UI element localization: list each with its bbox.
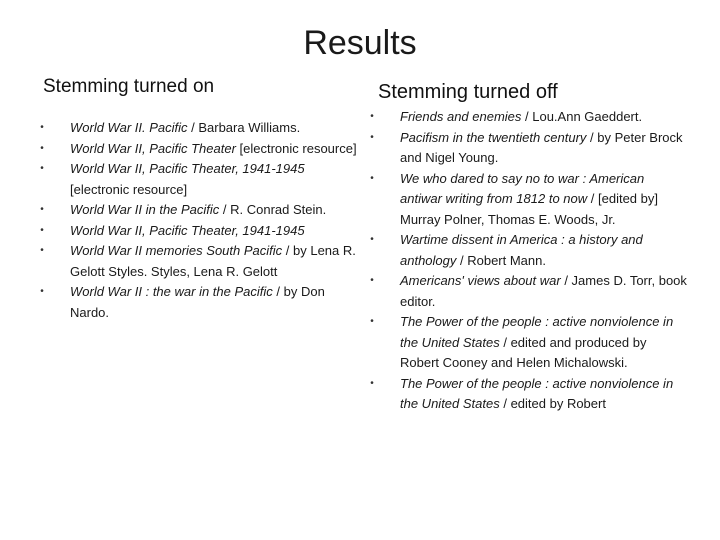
list-item <box>38 282 358 323</box>
bullet-icon: • <box>40 163 44 174</box>
result-author: [electronic resource] <box>235 140 357 156</box>
bullet-icon: • <box>370 172 374 184</box>
list-item <box>38 241 358 282</box>
result-title: World War II, Pacific Theater <box>70 140 236 156</box>
result-author: / edited by Robert <box>499 396 606 411</box>
result-author: / R. Conrad Stein. <box>219 202 327 217</box>
list-item <box>38 139 358 160</box>
bullet-icon: • <box>40 142 44 154</box>
result-title: World War II in the Pacific <box>70 202 220 217</box>
list-item <box>38 118 358 139</box>
page-title: Results <box>303 24 417 62</box>
list-item <box>368 374 688 415</box>
result-title: Americans' views about war <box>400 273 561 288</box>
result-author: / [edited by] Murray Polner, Thomas E. Woods, Jr. <box>400 191 658 227</box>
result-author: / by Peter Brock and Nigel Young. <box>400 129 683 165</box>
right-column-heading: Stemming turned off <box>378 81 558 103</box>
list-item <box>368 107 688 128</box>
result-title: World War II memories South Pacific <box>70 243 283 258</box>
result-author: / edited and produced by Robert Cooney and Helen Michalowski. <box>400 334 647 370</box>
list-item <box>368 312 688 374</box>
result-title: Friends and enemies <box>400 109 522 124</box>
result-title: The Power of the people : active nonviolence in the United States <box>400 375 674 411</box>
bullet-icon: • <box>370 111 374 122</box>
list-item <box>38 159 358 200</box>
result-author: / James D. Torr, book editor. <box>400 273 687 309</box>
result-title: Wartime dissent in America : a history and anthology <box>400 232 643 268</box>
result-title: World War II. Pacific <box>70 120 188 135</box>
bullet-icon: • <box>370 377 374 389</box>
result-title: World War II : the war in the Pacific <box>70 284 273 299</box>
result-title: Pacifism in the twentieth century <box>400 129 587 145</box>
bullet-icon: • <box>40 224 44 236</box>
result-title: World War II, Pacific Theater, 1941-1945 <box>70 222 305 238</box>
result-author: [electronic resource] <box>70 181 188 197</box>
bullet-icon: • <box>40 245 44 256</box>
bullet-icon: • <box>370 275 374 286</box>
result-author: / Barbara Williams. <box>187 120 301 135</box>
result-author: / Robert Mann. <box>456 252 546 268</box>
list-item <box>38 200 358 221</box>
list-item <box>368 169 688 231</box>
stemming-off-results-list <box>368 107 688 415</box>
bullet-icon: • <box>370 234 374 245</box>
list-item <box>368 128 688 169</box>
result-title: We who dared to say no to war : American antiwar writing from 1812 to now <box>400 170 645 206</box>
bullet-icon: • <box>40 286 44 297</box>
bullet-icon: • <box>370 316 374 327</box>
result-title: World War II, Pacific Theater, 1941-1945 <box>70 161 305 176</box>
result-author: / by Lena R. Gelott Styles. Styles, Lena R. Gelott <box>70 243 356 279</box>
result-author: / Lou.Ann Gaeddert. <box>521 109 643 124</box>
left-column-heading: Stemming turned on <box>43 76 215 97</box>
stemming-on-results-list <box>38 118 358 323</box>
list-item <box>368 271 688 312</box>
bullet-icon: • <box>40 122 44 133</box>
result-author: / by Don Nardo. <box>70 284 325 320</box>
list-item <box>368 230 688 271</box>
result-title: The Power of the people : active nonviolence in the United States <box>400 314 674 350</box>
bullet-icon: • <box>40 204 44 215</box>
bullet-icon: • <box>370 131 374 143</box>
list-item <box>38 221 358 242</box>
